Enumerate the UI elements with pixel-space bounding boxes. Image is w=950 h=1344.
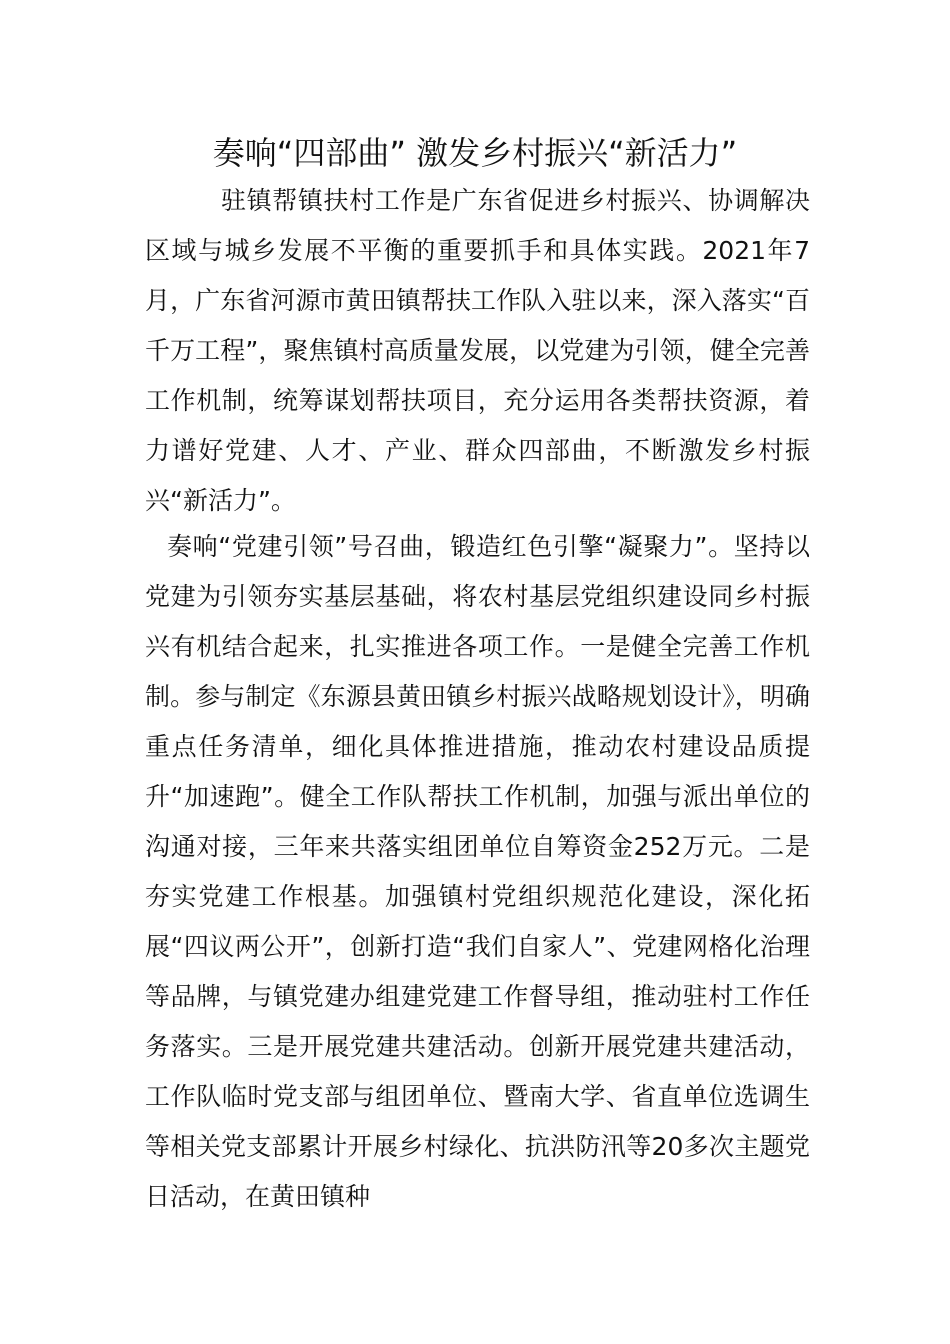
document-title: 奏响“四部曲” 激发乡村振兴“新活力” xyxy=(212,134,738,172)
paragraph-party-building: 奏响“党建引领”号召曲，锻造红色引擎“凝聚力”。坚持以党建为引领夯实基层基础，将农村基层党组织建设同乡村振兴有机结合起来，扎实推进各项工作。一是健全完善工作机制。参与制定《东源县黄田镇乡村振兴战略规划设计》，明确重点任务清单，细化具体推进措施，推动农村建设品质提升“加速跑”。健全工作队帮扶工作机制，加强与派出单位的沟通对接，三年来共落实组团单位自筹资金252万元。二是夯实党建工作根基。加强镇村党组织规范化建设，深化拓展“四议两公开”，创新打造“我们自家人”、党建网格化治理等品牌，与镇党建办组建党建工作督导组，推动驻村工作任务落实。三是开展党建共建活动。创新开展党建共建活动，工作队临时党支部与组团单位、暨南大学、省直单位选调生等相关党支部累计开展乡村绿化、抗洪防汛等20多次主题党日活动，在黄田镇种 xyxy=(145,532,810,1211)
paragraph-intro: 驻镇帮镇扶村工作是广东省促进乡村振兴、协调解决区域与城乡发展不平衡的重要抓手和具体实践。2021年7月，广东省河源市黄田镇帮扶工作队入驻以来，深入落实“百千万工程”，聚焦镇村高质量发展，以党建为引领，健全完善工作机制，统筹谋划帮扶项目，充分运用各类帮扶资源，着力谱好党建、人才、产业、群众四部曲，不断激发乡村振兴“新活力”。 xyxy=(145,186,810,515)
